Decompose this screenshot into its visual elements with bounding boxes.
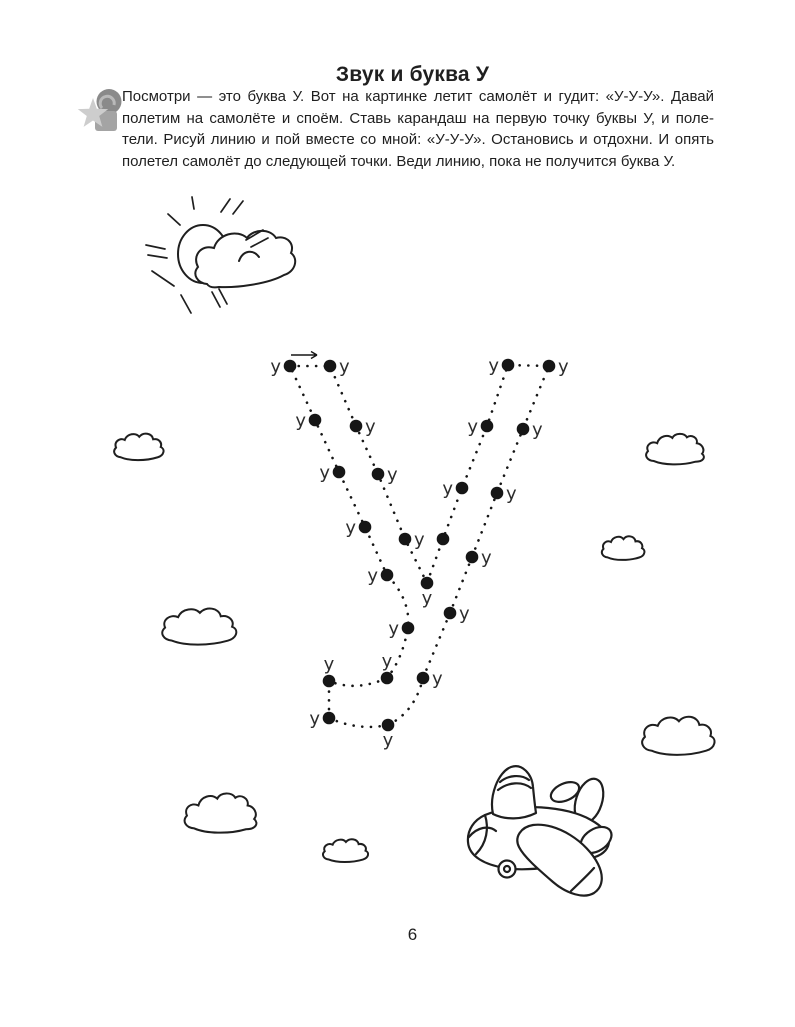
trace-dot-label: у bbox=[558, 356, 569, 378]
trace-dot-label: у bbox=[339, 356, 350, 378]
trace-dot bbox=[543, 360, 556, 373]
trace-dot bbox=[481, 420, 494, 433]
instruction-line: тели. Рисуй линию и пой вместе со мной: «У-У-У». Остановись и отдохни. И опять bbox=[122, 131, 714, 149]
trace-dot-label: у bbox=[323, 654, 335, 675]
trace-dot-label: у bbox=[421, 588, 433, 609]
trace-dot-label: у bbox=[319, 462, 330, 484]
trace-dot bbox=[381, 569, 394, 582]
airplane bbox=[468, 766, 616, 895]
trace-dot bbox=[502, 359, 515, 372]
trace-dot bbox=[399, 533, 412, 546]
trace-dot-label: у bbox=[459, 603, 470, 625]
trace-dot-label: у bbox=[488, 355, 499, 377]
trace-dot-label: у bbox=[382, 730, 394, 751]
trace-dot-label: у bbox=[381, 651, 393, 672]
trace-dot bbox=[324, 360, 337, 373]
trace-dot bbox=[323, 675, 336, 688]
sun-with-cloud bbox=[146, 197, 295, 313]
sun-cloud bbox=[195, 231, 295, 288]
trace-dot bbox=[444, 607, 457, 620]
cloud bbox=[185, 793, 257, 832]
airplane-wheel-hub bbox=[504, 866, 510, 872]
trace-dot bbox=[417, 672, 430, 685]
trace-dot bbox=[372, 468, 385, 481]
page-number: 6 bbox=[407, 925, 418, 944]
instruction-line: Посмотри — это буква У. Вот на картинке летит самолёт и гудит: «У-У-У». Давай bbox=[122, 88, 714, 105]
trace-dot-label: у bbox=[432, 668, 443, 690]
trace-dot bbox=[456, 482, 469, 495]
trace-dot bbox=[491, 487, 504, 500]
cloud bbox=[162, 609, 236, 645]
cloud bbox=[323, 839, 368, 862]
trace-dot bbox=[284, 360, 297, 373]
trace-dot-label: у bbox=[414, 529, 425, 551]
trace-dot bbox=[323, 712, 336, 725]
trace-dot-label: у bbox=[365, 416, 376, 438]
trace-dot-label: у bbox=[345, 517, 356, 539]
letter-trace bbox=[270, 352, 569, 752]
airplane-front-fin bbox=[492, 766, 536, 818]
trace-dot-label: у bbox=[270, 356, 281, 378]
trace-dot-label: у bbox=[295, 410, 306, 432]
trace-start-arrow bbox=[291, 352, 317, 359]
trace-dot-label: у bbox=[506, 483, 517, 505]
cloud bbox=[642, 717, 714, 755]
trace-dot bbox=[402, 622, 415, 635]
trace-dot bbox=[381, 672, 394, 685]
trace-dot-label: у bbox=[481, 547, 492, 569]
trace-dot-label: у bbox=[387, 464, 398, 486]
trace-dot bbox=[466, 551, 479, 564]
cloud bbox=[114, 434, 163, 461]
trace-dot bbox=[437, 533, 450, 546]
trace-dot bbox=[517, 423, 530, 436]
trace-dot bbox=[333, 466, 346, 479]
trace-dot-label: у bbox=[388, 618, 399, 640]
trace-dot-label: у bbox=[442, 478, 453, 500]
trace-dot-label: у bbox=[532, 419, 543, 441]
trace-dot bbox=[359, 521, 372, 534]
instruction-line: полетел самолёт до следующей точки. Веди линию, пока не получится буква У. bbox=[122, 153, 676, 171]
trace-dot-label: у bbox=[309, 708, 320, 730]
cloud bbox=[602, 536, 645, 560]
trace-dot-label: у bbox=[367, 565, 378, 587]
instruction-line: полетим на самолёте и споём. Ставь карандаш на первую точку буквы У, и поле- bbox=[122, 109, 714, 127]
page-title: Звук и буква У bbox=[335, 63, 490, 87]
trace-dot bbox=[350, 420, 363, 433]
trace-dot bbox=[309, 414, 322, 427]
cloud bbox=[646, 434, 704, 464]
trace-dot-label: у bbox=[467, 416, 478, 438]
